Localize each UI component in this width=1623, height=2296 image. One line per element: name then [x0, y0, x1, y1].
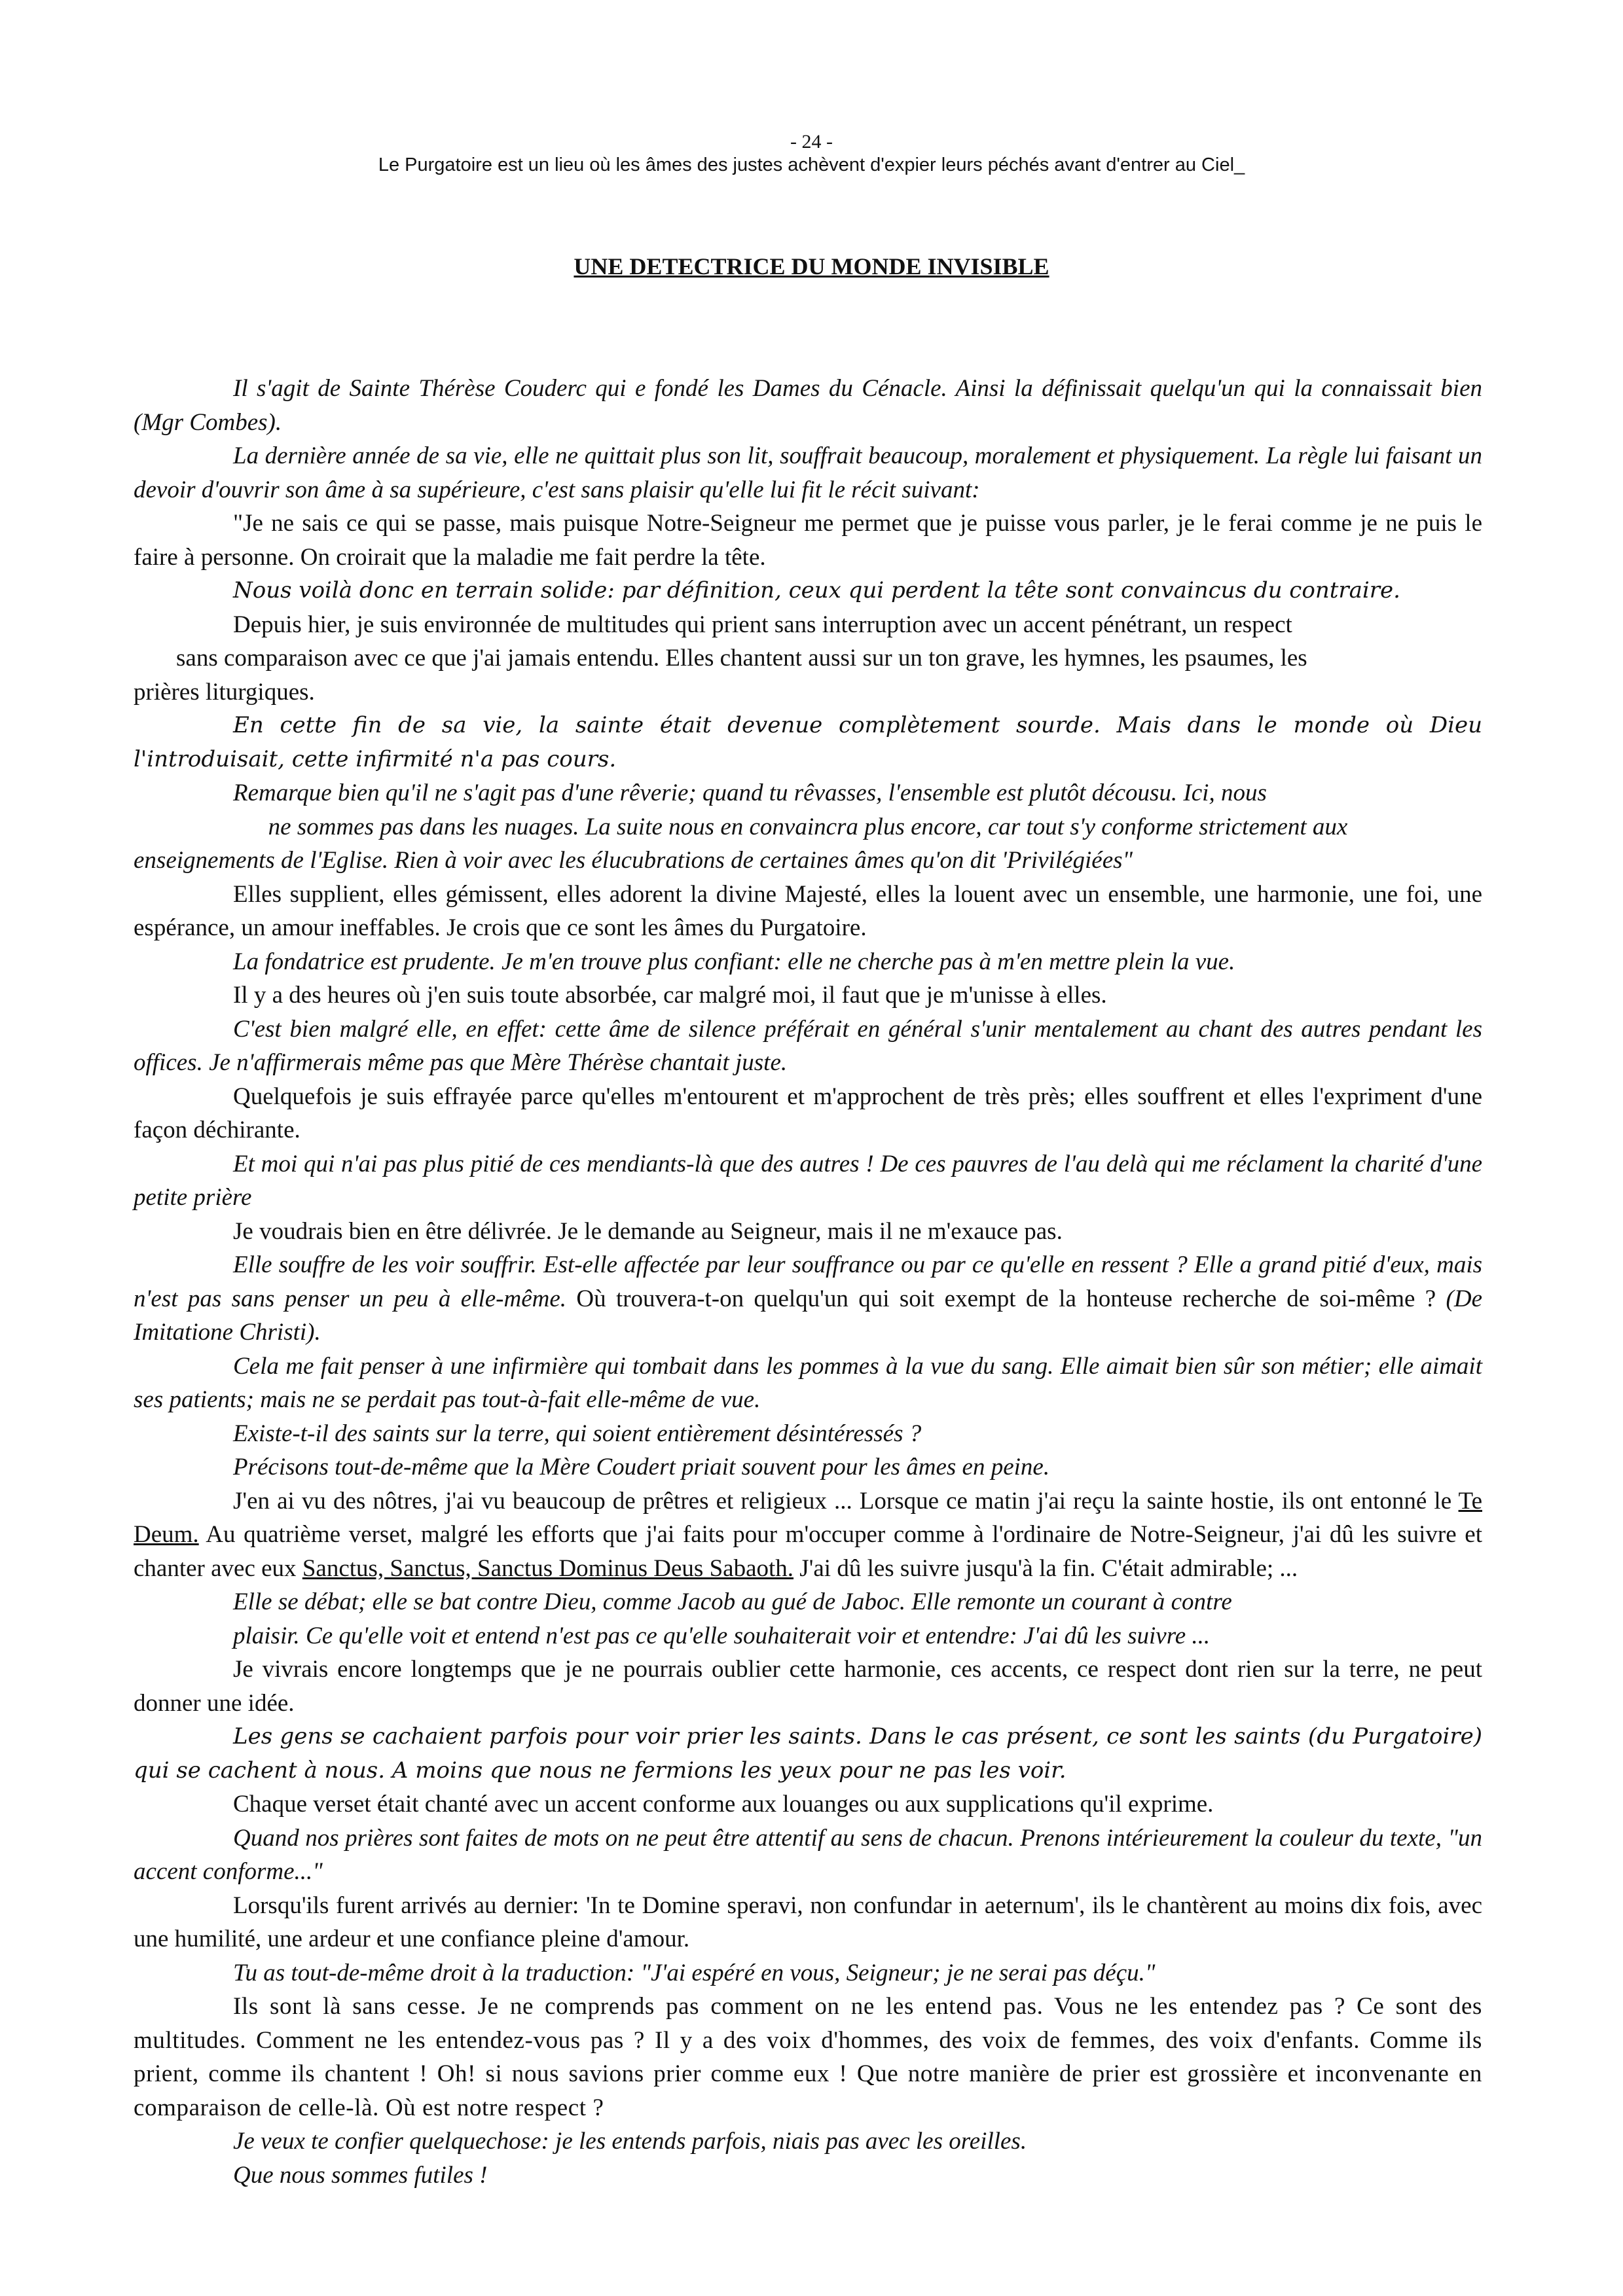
paragraph: Nous voilà donc en terrain solide: par définition, ceux qui perdent la tête sont convaincus du contraire. [233, 577, 1400, 603]
underlined-text: Sanctus, Sanctus, Sanctus Dominus Deus Sabaoth. [302, 1554, 794, 1582]
paragraph [134, 1248, 1482, 1350]
paragraph: Je voudrais bien en être délivrée. Je le demande au Seigneur, mais il ne m'exauce pas. [233, 1217, 1063, 1245]
paragraph: Les gens se cachaient parfois pour voir prier les saints. Dans le cas présent, ce sont les saints (du Purgatoire) qui se cachent à nous. A moins que nous ne fermions les yeux pour ne pas les voir. [134, 1723, 1482, 1784]
paragraph: En cette fin de sa vie, la sainte était devenue complètement sourde. Mais dans le monde où Dieu l'introduisait, cette infirmité n'a pas cours. [134, 712, 1482, 772]
paragraph: Tu as tout-de-même droit à la traduction: "J'ai espéré en vous, Seigneur; je ne serai pas déçu." [233, 1959, 1156, 1986]
document-body [134, 372, 1482, 2192]
running-header: Le Purgatoire est un lieu où les âmes des justes achèvent d'expier leurs péchés avant d'entrer au Ciel_ [378, 154, 1245, 175]
paragraph: Ils sont là sans cesse. Je ne comprends pas comment on ne les entend pas. Vous ne les entendez pas ? Ce sont des multitudes. Comment ne les entendez-vous pas ? Il y a des voix d'hommes, des voix de femmes, des voix d'enfants. Comme ils prient, comme ils chantent ! Oh! si nous savions prier comme eux ! Que notre manière de prier est grossière et inconvenante en comparaison de celle-là. Où est notre respect ? [134, 1993, 1482, 2121]
paragraph: prières liturgiques. [134, 678, 315, 706]
paragraph: Précisons tout-de-même que la Mère Coudert priait souvent pour les âmes en peine. [233, 1454, 1050, 1480]
paragraph: Depuis hier, je suis environnée de multitudes qui prient sans interruption avec un accent pénétrant, un respect [233, 611, 1292, 638]
paragraph: Il s'agit de Sainte Thérèse Couderc qui e fondé les Dames du Cénacle. Ainsi la définissait quelqu'un qui la connaissait bien (Mgr Combes). [134, 375, 1482, 436]
paragraph: Elles supplient, elles gémissent, elles adorent la divine Majesté, elles la louent avec un ensemble, une harmonie, une foi, une espérance, un amour ineffables. Je crois que ce sont les âmes du Purgatoire. [134, 880, 1482, 941]
paragraph-part: J'ai dû les suivre jusqu'à la fin. C'était admirable; ... [793, 1554, 1298, 1582]
paragraph: plaisir. Ce qu'elle voit et entend n'est pas ce qu'elle souhaiterait voir et entendre: J'ai dû les suivre ... [233, 1622, 1211, 1649]
paragraph: ne sommes pas dans les nuages. La suite nous en convaincra plus encore, car tout s'y conforme strictement aux [268, 813, 1348, 840]
paragraph: Lorsqu'ils furent arrivés au dernier: 'In te Domine speravi, non confundar in aeternum', ils le chantèrent au moins dix fois, avec une humilité, une ardeur et une confiance pleine d'amour. [134, 1892, 1482, 1952]
paragraph: Existe-t-il des saints sur la terre, qui soient entièrement désintéressés ? [233, 1420, 922, 1447]
paragraph: enseignements de l'Eglise. Rien à voir avec les élucubrations de certaines âmes qu'on dit 'Privilégiées" [134, 847, 1133, 874]
underlined-text: Te Deum. [134, 1487, 1482, 1548]
paragraph-part: J'en ai vu des nôtres, j'ai vu beaucoup de prêtres et religieux ... Lorsque ce matin j'ai reçu la sainte hostie, ils ont entonné le [233, 1487, 1459, 1515]
paragraph: Elle se débat; elle se bat contre Dieu, comme Jacob au gué de Jaboc. Elle remonte un courant à contre [233, 1588, 1232, 1615]
page-number: - 24 - [790, 131, 833, 152]
paragraph: Et moi qui n'ai pas plus pitié de ces mendiants-là que des autres ! De ces pauvres de l'au delà qui me réclament la charité d'une petite prière [134, 1150, 1482, 1211]
paragraph [134, 1484, 1482, 1586]
paragraph-italic-part: (De Imitatione Christi). [134, 1285, 1482, 1346]
paragraph: C'est bien malgré elle, en effet: cette âme de silence préférait en général s'unir mentalement au chant des autres pendant les offices. Je n'affirmerais même pas que Mère Thérèse chantait juste. [134, 1015, 1482, 1076]
paragraph: La fondatrice est prudente. Je m'en trouve plus confiant: elle ne cherche pas à m'en mettre plein la vue. [233, 948, 1235, 975]
paragraph: Remarque bien qu'il ne s'agit pas d'une rêverie; quand tu rêvasses, l'ensemble est plutôt décousu. Ici, nous [233, 780, 1267, 806]
page-title: UNE DETECTRICE DU MONDE INVISIBLE [574, 253, 1049, 279]
paragraph: "Je ne sais ce qui se passe, mais puisque Notre-Seigneur me permet que je puisse vous parler, je le ferai comme je ne puis le faire à personne. On croirait que la maladie me fait perdre la tête. [134, 510, 1482, 571]
paragraph: sans comparaison avec ce que j'ai jamais entendu. Elles chantent aussi sur un ton grave, les hymnes, les psaumes, les [176, 645, 1307, 672]
paragraph: Je veux te confier quelquechose: je les entends parfois, niais pas avec les oreilles. [233, 2128, 1027, 2155]
paragraph: La dernière année de sa vie, elle ne quittait plus son lit, souffrait beaucoup, moralement et physiquement. La règle lui faisant un devoir d'ouvrir son âme à sa supérieure, c'est sans plaisir qu'elle lui fit le récit suivant: [134, 442, 1482, 503]
paragraph: Quelquefois je suis effrayée parce qu'elles m'entourent et m'approchent de très près; elles souffrent et elles l'expriment d'une façon déchirante. [134, 1083, 1482, 1143]
paragraph-italic-part: Elle souffre de les voir souffrir. Est-elle affectée par leur souffrance ou par ce qu'elle en ressent ? Elle a grand pitié d'eux, mais n'est pas sans penser un peu à elle-même. [134, 1251, 1482, 1312]
paragraph: Quand nos prières sont faites de mots on ne peut être attentif au sens de chacun. Prenons intérieurement la couleur du texte, "un accent conforme..." [134, 1824, 1482, 1885]
paragraph-part: Au quatrième verset, malgré les efforts que j'ai faits pour m'occuper comme à l'ordinaire de Notre-Seigneur, j'ai dû les suivre et chanter avec eux [134, 1521, 1482, 1582]
paragraph: Je vivrais encore longtemps que je ne pourrais oublier cette harmonie, ces accents, ce respect dont rien sur la terre, ne peut donner une idée. [134, 1656, 1482, 1717]
paragraph: Que nous sommes futiles ! [233, 2161, 488, 2189]
paragraph: Il y a des heures où j'en suis toute absorbée, car malgré moi, il faut que je m'unisse à elles. [233, 982, 1107, 1009]
paragraph: Cela me fait penser à une infirmière qui tombait dans les pommes à la vue du sang. Elle aimait bien sûr son métier; elle aimait ses patients; mais ne se perdait pas tout-à-fait elle-même de vue. [134, 1352, 1482, 1413]
paragraph-roman-part: Où trouvera-t-on quelqu'un qui soit exempt de la honteuse recherche de soi-même ? [566, 1285, 1446, 1312]
paragraph: Chaque verset était chanté avec un accent conforme aux louanges ou aux supplications qu'il exprime. [233, 1791, 1214, 1818]
